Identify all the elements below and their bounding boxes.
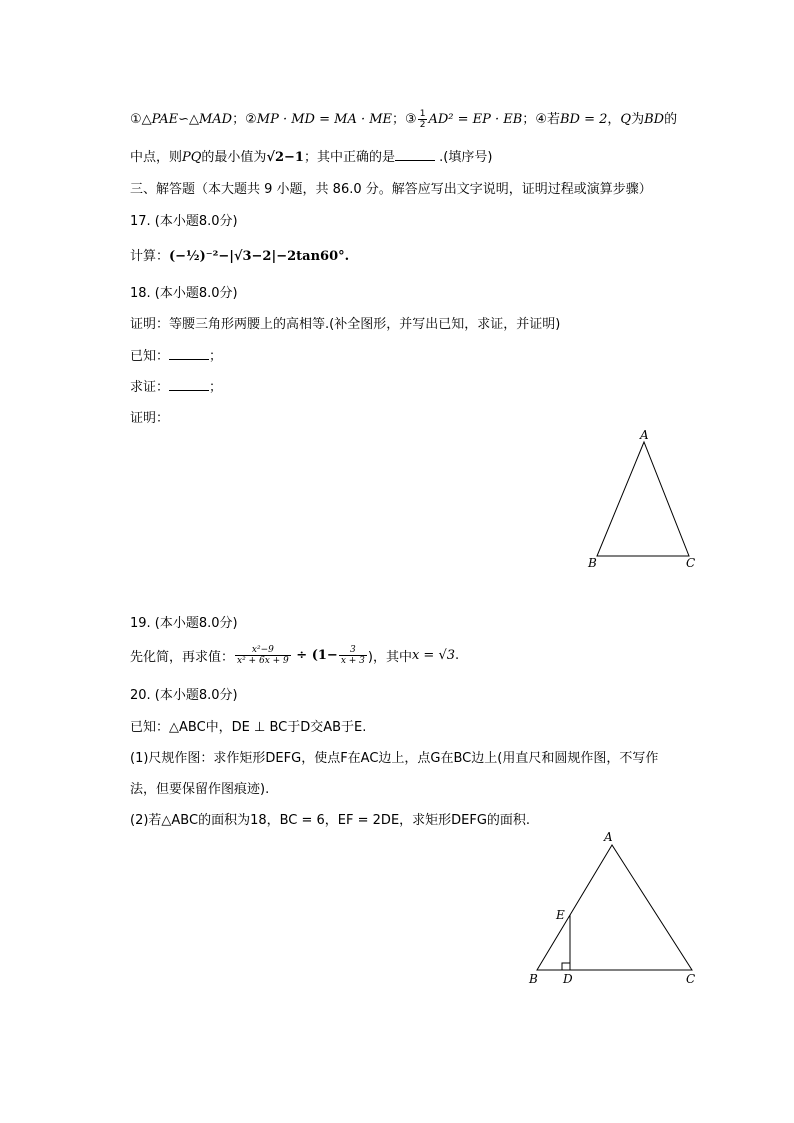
text: 的最小值为 — [201, 150, 267, 165]
x-value: x = √3 — [411, 648, 456, 663]
option-3-marker: ③ — [405, 112, 417, 127]
q20-part1-a: (1)尺规作图：求作矩形DEFG，使点F在AC边上，点G在BC边上(用直尺和圆规作图，不写作 — [130, 751, 659, 766]
fraction-one-half: $\frac{1}{2}$ — [419, 109, 426, 130]
vertex-label-c: C — [686, 556, 696, 570]
vertex-label-b: B — [529, 972, 538, 986]
option-1-marker: ① — [130, 112, 142, 127]
text: 计算： — [130, 249, 170, 264]
min-value: √2−1 — [266, 150, 304, 165]
q20-part1-b: 法，但要保留作图痕迹). — [130, 782, 270, 797]
known-blank[interactable] — [169, 348, 209, 360]
q20-part2: (2)若△ABC的面积为18，BC = 6，EF = 2DE，求矩形DEFG的面积. — [130, 813, 531, 828]
option-3-relation: AD² = EP · EB — [428, 112, 523, 127]
vertex-label-d: D — [563, 972, 573, 986]
q18-triangle-figure — [580, 425, 710, 575]
text: 的 — [664, 112, 678, 127]
text: 若 — [546, 112, 560, 127]
text: 先化简，再求值： — [130, 650, 235, 665]
q18-statement: 证明：等腰三角形两腰上的高相等.(补全图形，并写出已知，求证，并证明) — [130, 317, 561, 332]
q18-prove-line — [130, 376, 222, 395]
q20-heading: 20. (本小题8.0分) — [130, 688, 238, 703]
q18-proof-label: 证明： — [130, 411, 170, 426]
q18-known-line — [130, 345, 222, 364]
q19-body — [130, 645, 459, 666]
math-bd: BD = 2 — [559, 112, 608, 127]
option-2-relation: MP · MD = MA · ME — [256, 112, 393, 127]
text: ； — [209, 380, 223, 395]
text: 中点，则 — [130, 150, 183, 165]
q18-heading: 18. (本小题8.0分) — [130, 286, 238, 301]
q19-fraction-1: $\frac{\text{x²−9}}{\text{x² + 6x + 9}}$ — [237, 645, 289, 666]
text: )，其中 — [367, 650, 412, 665]
q19-fraction-2: $\frac{3}{x + 3}$ — [340, 645, 365, 666]
vertex-label-c: C — [686, 972, 696, 986]
q17-heading: 17. (本小题8.0分) — [130, 214, 238, 229]
math-bd: BD — [644, 112, 665, 127]
text: ， — [607, 112, 621, 127]
section-heading: 三、解答题（本大题共 9 小题，共 86.0 分。解答应写出文字说明，证明过程或演算步骤） — [130, 182, 652, 197]
prove-label: 求证： — [130, 380, 170, 395]
option-1-relation: △PAE∽△MAD — [141, 112, 233, 127]
vertex-label-e: E — [556, 908, 565, 922]
separator: ； — [522, 112, 536, 127]
math-q: Q — [620, 112, 632, 127]
text: ； — [209, 349, 223, 364]
text: ÷ (1− — [291, 648, 338, 663]
q20-triangle-figure — [520, 825, 710, 995]
right-angle-mark — [562, 963, 570, 970]
prove-blank[interactable] — [169, 379, 209, 391]
text: 为 — [631, 112, 645, 127]
q17-expression: (−½)⁻²−|√3−2|−2tan60°. — [169, 249, 350, 264]
text: .(填序号) — [434, 150, 493, 165]
separator: ； — [392, 112, 406, 127]
separator: ； — [232, 112, 246, 127]
vertex-label-a: A — [640, 428, 649, 442]
known-label: 已知： — [130, 349, 170, 364]
triangle-abc — [597, 442, 689, 556]
math-pq: PQ — [182, 150, 202, 165]
q17-body — [130, 245, 349, 264]
q20-known: 已知：△ABC中，DE ⊥ BC于D交AB于E. — [130, 720, 367, 735]
vertex-label-a: A — [604, 830, 613, 844]
q19-heading: 19. (本小题8.0分) — [130, 616, 238, 631]
vertex-label-b: B — [588, 556, 597, 570]
option-2-marker: ② — [245, 112, 257, 127]
options-line-2 — [130, 146, 492, 165]
answer-blank[interactable] — [395, 149, 435, 161]
options-line-1 — [130, 108, 677, 130]
text: . — [455, 648, 460, 663]
text: ；其中正确的是 — [303, 150, 395, 165]
option-4-marker: ④ — [535, 112, 547, 127]
